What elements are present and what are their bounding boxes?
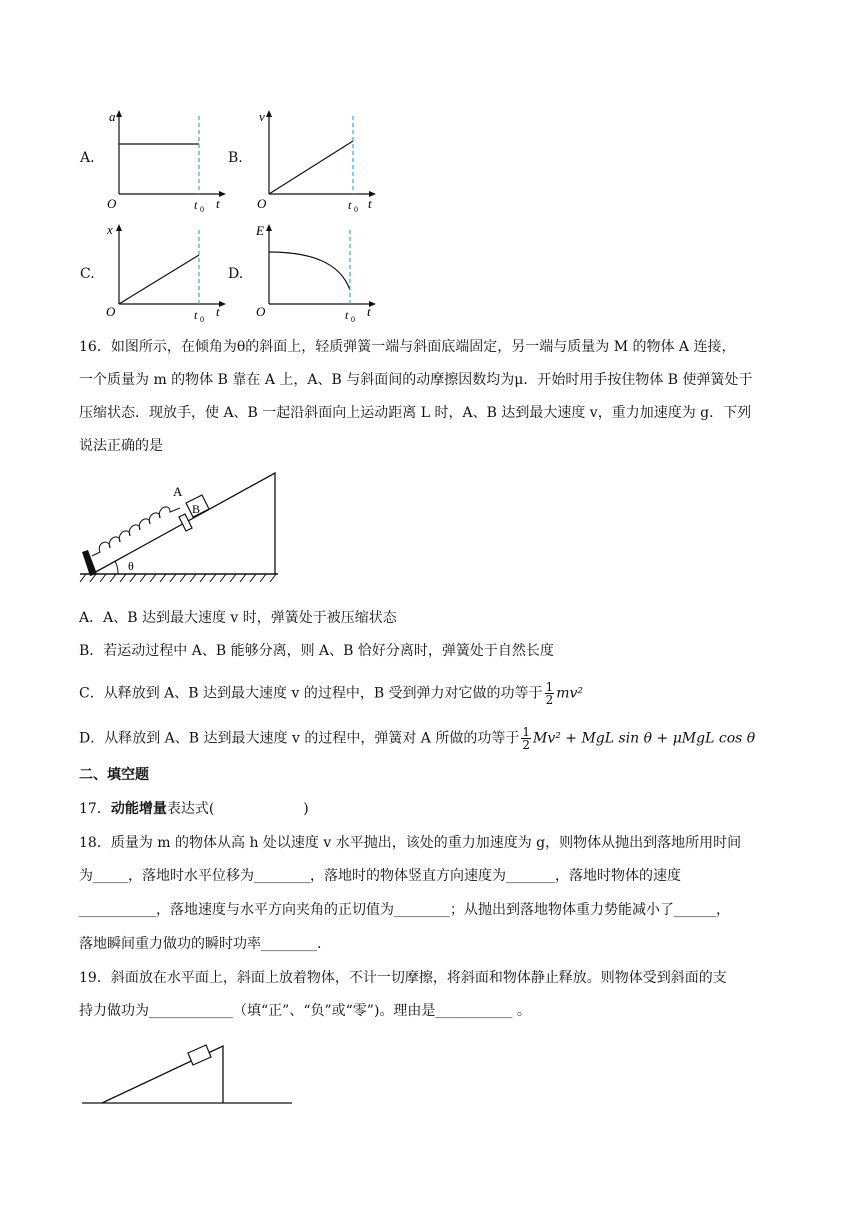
theta-label: θ [128, 559, 134, 573]
svg-text:t: t [368, 196, 372, 211]
block [188, 1045, 211, 1065]
section-title: 二、填空题 [79, 767, 149, 783]
x-arrow [219, 191, 226, 197]
q19-line2: 持力做功为____________（填“正”、“负”或“零”)。理由是___________ 。 [79, 1003, 531, 1019]
svg-text:0: 0 [354, 205, 358, 214]
option-d-label: D. [228, 266, 244, 282]
q16-line3: 压缩状态．现放手，使 A、B 一起沿斜面向上运动距离 L 时，A、B 达到最大速度 v，重力加速度为 g．下列 [79, 405, 752, 421]
label-a: A [173, 484, 183, 499]
graph-curve [269, 252, 350, 290]
svg-text:t: t [216, 304, 220, 319]
q17: 17．动能增量表达式( ) [79, 801, 309, 817]
svg-text:t: t [194, 308, 198, 322]
graph-a [100, 108, 230, 214]
svg-text:E: E [256, 223, 264, 238]
q18-line2: 为_____，落地时水平位移为________，落地时的物体竖直方向速度为_______，落地时物体的速度 [79, 868, 681, 884]
option-a-label: A. [80, 150, 95, 166]
option-c-label: C. [80, 266, 95, 282]
y-label: a [109, 109, 116, 124]
q16-option-d: D．从释放到 A、B 达到最大速度 v 的过程中，弹簧对 A 所做的功等于 $\frac{1}{2}$ Mv² + MgL sin θ + μMgL cos θ [79, 725, 756, 752]
svg-text:O: O [256, 304, 266, 319]
q16-line2: 一个质量为 m 的物体 B 靠在 A 上，A、B 与斜面间的动摩擦因数均为μ．开始时用手按住物体 B 使弹簧处于 [79, 372, 753, 388]
incline-block-figure [80, 1036, 295, 1108]
t0-sub: 0 [200, 205, 204, 214]
svg-text:x: x [107, 222, 113, 237]
t0-label: t [194, 198, 198, 212]
q16-option-b: B．若运动过程中 A、B 能够分离，则 A、B 恰好分离时，弹簧处于自然长度 [79, 643, 554, 659]
q16-line4: 说法正确的是 [79, 438, 163, 454]
svg-text:0: 0 [351, 315, 355, 324]
graph-d [250, 222, 380, 328]
q16-line1: 16．如图所示，在倾角为θ的斜面上，轻质弹簧一端与斜面底端固定，另一端与质量为 M 的物体 A 连接， [79, 339, 736, 355]
graph-b [250, 108, 380, 214]
svg-text:t: t [345, 308, 349, 322]
label-b: B [192, 502, 201, 516]
q16-option-c: C．从释放到 A、B 达到最大速度 v 的过程中，B 受到弹力对它做的功等于 $\frac{1}{2}$ mv² [79, 680, 583, 707]
incline-spring-figure [78, 470, 283, 585]
y-arrow [116, 110, 122, 117]
graph-line [269, 141, 353, 194]
graph-c [100, 222, 230, 328]
option-b-label: B. [228, 150, 243, 166]
svg-text:v: v [259, 109, 265, 124]
q18-line3: ___________，落地速度与水平方向夹角的正切值为________；从抛出到落地物体重力势能减小了______， [79, 902, 730, 918]
q18-line4: 落地瞬间重力做功的瞬时功率________. [79, 936, 322, 952]
svg-text:O: O [106, 304, 116, 319]
x-label: t [216, 196, 220, 211]
svg-text:t: t [348, 198, 352, 212]
svg-text:t: t [367, 304, 371, 319]
svg-text:0: 0 [200, 315, 204, 324]
spring [92, 507, 180, 556]
q18-line1: 18．质量为 m 的物体从高 h 处以速度 v 水平抛出，该处的重力加速度为 g，则物体从抛出到落地所用时间 [79, 835, 742, 851]
origin-label: O [107, 196, 117, 211]
angle-arc [115, 561, 118, 574]
base-stop [82, 550, 97, 576]
graph-line [119, 255, 199, 304]
block-a [179, 514, 192, 531]
q19-line1: 19．斜面放在水平面上，斜面上放着物体，不计一切摩擦，将斜面和物体静止释放。则物体受到斜面的支 [79, 970, 727, 986]
svg-text:O: O [257, 196, 267, 211]
q16-option-a: A．A、B 达到最大速度 v 时，弹簧处于被压缩状态 [79, 610, 397, 626]
